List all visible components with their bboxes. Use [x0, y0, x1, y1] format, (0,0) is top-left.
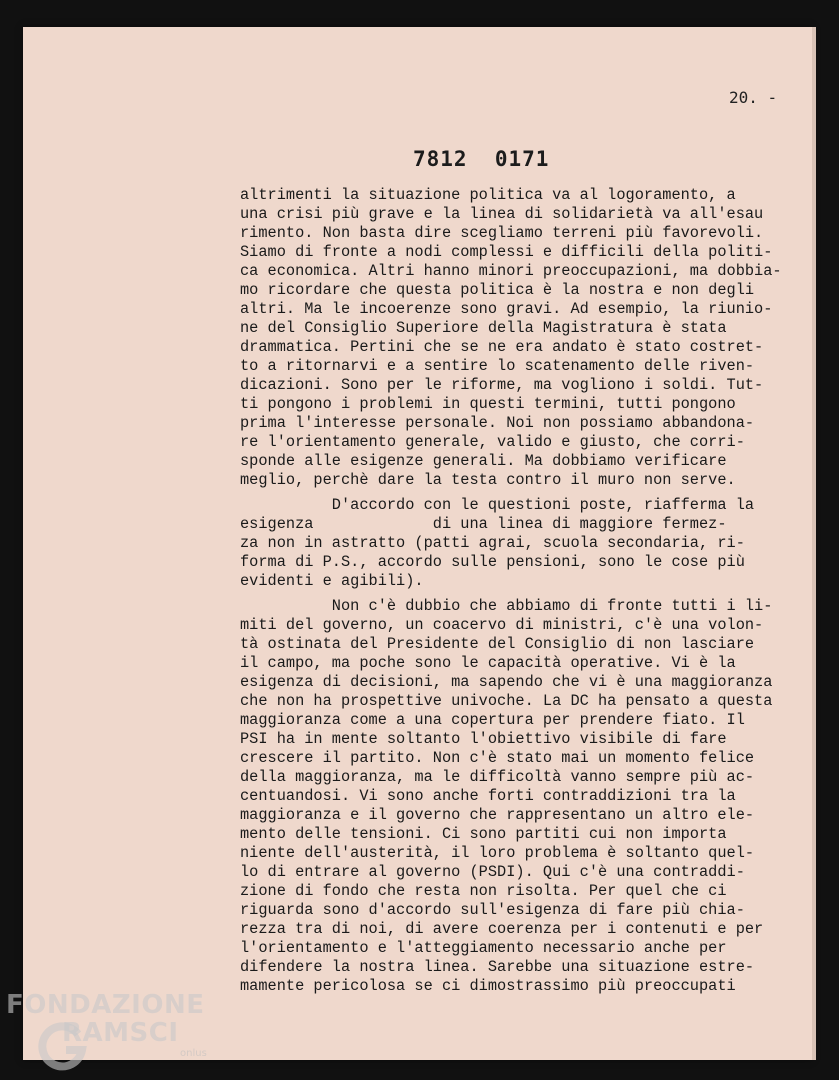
text-line: dicazioni. Sono per le riforme, ma vogliono i soldi. Tut-	[240, 376, 764, 394]
text-line: ca economica. Altri hanno minori preoccupazioni, ma dobbia-	[240, 262, 782, 280]
text-line: maggioranza come a una copertura per prendere fiato. Il	[240, 711, 745, 729]
watermark-line-1: FONDAZIONE	[6, 990, 205, 1020]
text-line: una crisi più grave e la linea di solidarietà va all'esau	[240, 205, 764, 223]
text-line: mamente pericolosa se ci dimostrassimo più preoccupati	[240, 977, 736, 995]
typed-text-body	[240, 186, 820, 1002]
paragraph-3	[240, 597, 820, 996]
text-line: difendere la nostra linea. Sarebbe una situazione estre-	[240, 958, 755, 976]
text-line: mo ricordare che questa politica è la nostra e non degli	[240, 281, 755, 299]
text-line: altri. Ma le incoerenze sono gravi. Ad esempio, la riunio-	[240, 300, 773, 318]
text-line: riguarda sono d'accordo sull'esigenza di fare più chia-	[240, 901, 745, 919]
text-line: esigenza di decisioni, ma sapendo che vi è una maggioranza	[240, 673, 773, 691]
text-line: prima l'interesse personale. Noi non possiamo abbandona-	[240, 414, 755, 432]
text-line: altrimenti la situazione politica va al logoramento, a	[240, 186, 736, 204]
text-line: ti pongono i problemi in questi termini, tutti pongono	[240, 395, 736, 413]
text-line: PSI ha in mente soltanto l'obiettivo visibile di fare	[240, 730, 727, 748]
text-line: re l'orientamento generale, valido e giusto, che corri-	[240, 433, 745, 451]
text-line: Non c'è dubbio che abbiamo di fronte tutti i li-	[240, 597, 773, 615]
text-line: to a ritornarvi e a sentire lo scatenamento delle riven-	[240, 357, 755, 375]
text-line: mento delle tensioni. Ci sono partiti cui non importa	[240, 825, 727, 843]
text-line: lo di entrare al governo (PSDI). Qui c'è una contraddi-	[240, 863, 745, 881]
text-line: il campo, ma poche sono le capacità operative. Vi è la	[240, 654, 736, 672]
text-line: Siamo di fronte a nodi complessi e difficili della politi-	[240, 243, 773, 261]
text-line: D'accordo con le questioni poste, riafferma la	[240, 496, 755, 514]
watermark-line-3: onlus	[180, 1048, 207, 1059]
text-line: za non in astratto (patti agrai, scuola secondaria, ri-	[240, 534, 745, 552]
document-code: 7812 0171	[413, 147, 550, 171]
text-line: evidenti e agibili).	[240, 572, 424, 590]
text-line: drammatica. Pertini che se ne era andato è stato costret-	[240, 338, 764, 356]
text-line: zione di fondo che resta non risolta. Per quel che ci	[240, 882, 727, 900]
watermark-line-2	[36, 1018, 179, 1048]
text-line: ne del Consiglio Superiore della Magistratura è stata	[240, 319, 727, 337]
text-line: esigenza di una linea di maggiore fermez-	[240, 515, 727, 533]
text-line: forma di P.S., accordo sulle pensioni, sono le cose più	[240, 553, 745, 571]
text-line: rezza tra di noi, di avere coerenza per i contenuti e per	[240, 920, 764, 938]
text-line: niente dell'austerità, il loro problema è soltanto quel-	[240, 844, 755, 862]
text-line: centuandosi. Vi sono anche forti contraddizioni tra la	[240, 787, 736, 805]
text-line: crescere il partito. Non c'è stato mai un momento felice	[240, 749, 755, 767]
text-line: l'orientamento e l'atteggiamento necessario anche per	[240, 939, 727, 957]
text-line: sponde alle esigenze generali. Ma dobbiamo verificare	[240, 452, 727, 470]
paragraph-2	[240, 496, 820, 591]
text-line: maggioranza e il governo che rappresentano un altro ele-	[240, 806, 755, 824]
text-line: meglio, perchè dare la testa contro il muro non serve.	[240, 471, 736, 489]
paragraph-1	[240, 186, 820, 490]
text-line: miti del governo, un coacervo di ministri, c'è una volon-	[240, 616, 764, 634]
text-line: tà ostinata del Presidente del Consiglio di non lasciare	[240, 635, 755, 653]
text-line: della maggioranza, ma le difficoltà vanno sempre più ac-	[240, 768, 755, 786]
text-line: che non ha prospettive univoche. La DC ha pensato a questa	[240, 692, 773, 710]
watermark-rest: RAMSCI	[62, 1018, 179, 1048]
text-line: rimento. Non basta dire scegliamo terreni più favorevoli.	[240, 224, 764, 242]
page-number: 20. -	[729, 88, 778, 107]
fondazione-gramsci-watermark	[6, 990, 211, 1080]
